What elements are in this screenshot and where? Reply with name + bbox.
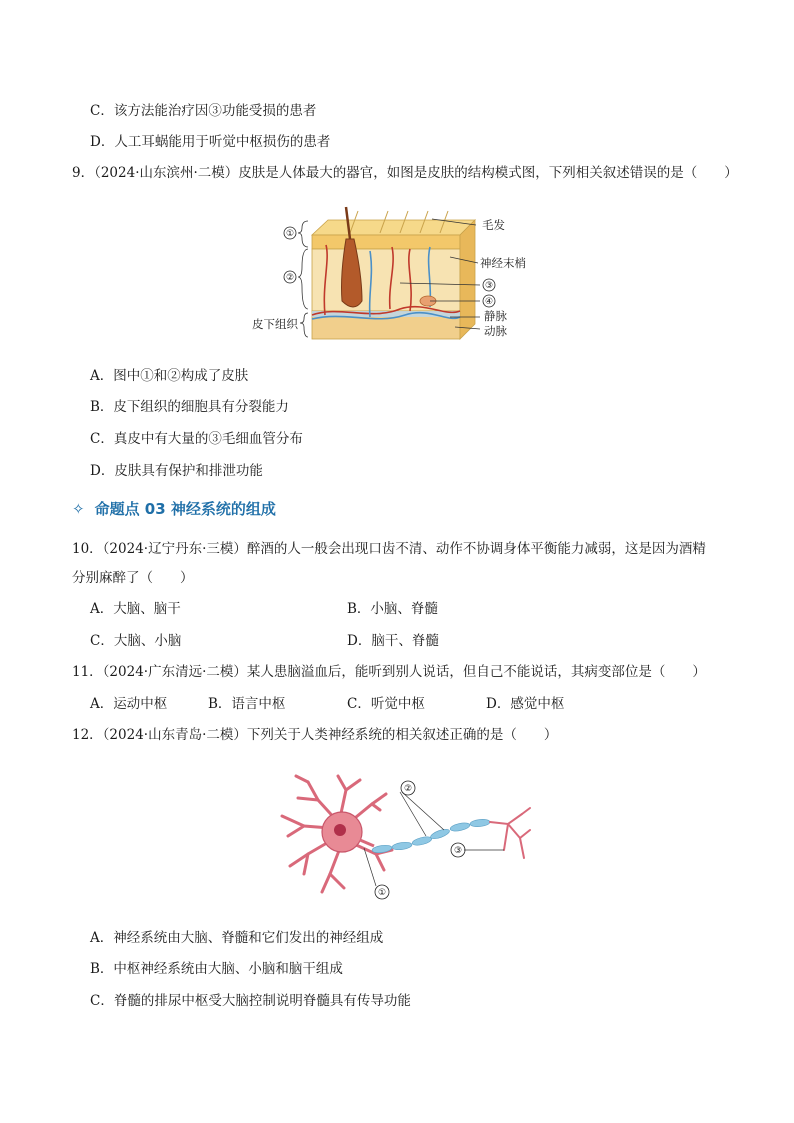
q10-option-c: C．大脑、小脑 [90, 633, 182, 649]
q12-option-b: B．中枢神经系统由大脑、小脑和脑干组成 [90, 961, 343, 977]
q9-option-c: C．真皮中有大量的③毛细血管分布 [90, 431, 303, 447]
neuron-label-1: ① [377, 888, 387, 898]
q9-stem: 9．（2024·山东滨州·二模）皮肤是人体最大的器官，如图是皮肤的结构模式图，下列相关叙述错误的是（ ） [72, 165, 738, 181]
section-heading [72, 498, 276, 519]
skin-block [312, 220, 475, 339]
axon-terminals [490, 808, 530, 858]
q9-option-b: B．皮下组织的细胞具有分裂能力 [90, 399, 289, 415]
label-hair: 毛发 [482, 218, 505, 232]
q11-option-b: B．语言中枢 [208, 696, 286, 712]
neuron-label-2: ② [403, 784, 413, 794]
q12-option-c: C．脊髓的排尿中枢受大脑控制说明脊髓具有传导功能 [90, 993, 411, 1009]
star-icon: ✧ [72, 500, 85, 518]
label-1: ① [285, 229, 295, 239]
q10-option-a: A．大脑、脑干 [90, 601, 181, 617]
neuron-label-3: ③ [453, 846, 463, 856]
q12-option-a: A．神经系统由大脑、脊髓和它们发出的神经组成 [90, 930, 384, 946]
q11-stem: 11．（2024·广东清远·二模）某人患脑溢血后，能听到别人说话，但自己不能说话，其病变部位是（ ） [72, 664, 706, 680]
nucleus [334, 824, 346, 836]
myelin-sheath [372, 818, 491, 853]
section-title: 命题点 03 神经系统的组成 [94, 500, 276, 518]
q8-option-d: D．人工耳蜗能用于听觉中枢损伤的患者 [90, 134, 331, 150]
q11-option-d: D．感觉中枢 [486, 696, 565, 712]
q9-option-a: A．图中①和②构成了皮肤 [90, 368, 249, 384]
label-artery: 动脉 [484, 324, 507, 338]
neuron-figure [268, 770, 538, 905]
q9-option-d: D．皮肤具有保护和排泄功能 [90, 463, 263, 479]
q10-stem-line2: 分别麻醉了（ ） [72, 570, 194, 586]
q10-stem-line1: 10．（2024·辽宁丹东·三模）醉酒的人一般会出现口齿不清、动作不协调身体平衡能力减弱，这是因为酒精 [72, 541, 706, 557]
label-4: ④ [484, 297, 494, 307]
skin-structure-figure [250, 205, 540, 350]
label-vein: 静脉 [484, 309, 507, 323]
q10-option-d: D．脑干、脊髓 [347, 633, 439, 649]
q11-option-c: C．听觉中枢 [347, 696, 425, 712]
q11-option-a: A．运动中枢 [90, 696, 168, 712]
label-subcutaneous: 皮下组织 [252, 317, 298, 331]
label-nerve-ending: 神经末梢 [480, 256, 526, 270]
q8-option-c: C．该方法能治疗因③功能受损的患者 [90, 103, 317, 119]
label-2: ② [285, 273, 295, 283]
q12-stem: 12．（2024·山东青岛·二模）下列关于人类神经系统的相关叙述正确的是（ ） [72, 727, 558, 743]
label-3: ③ [484, 281, 494, 291]
q10-option-b: B．小脑、脊髓 [347, 601, 438, 617]
